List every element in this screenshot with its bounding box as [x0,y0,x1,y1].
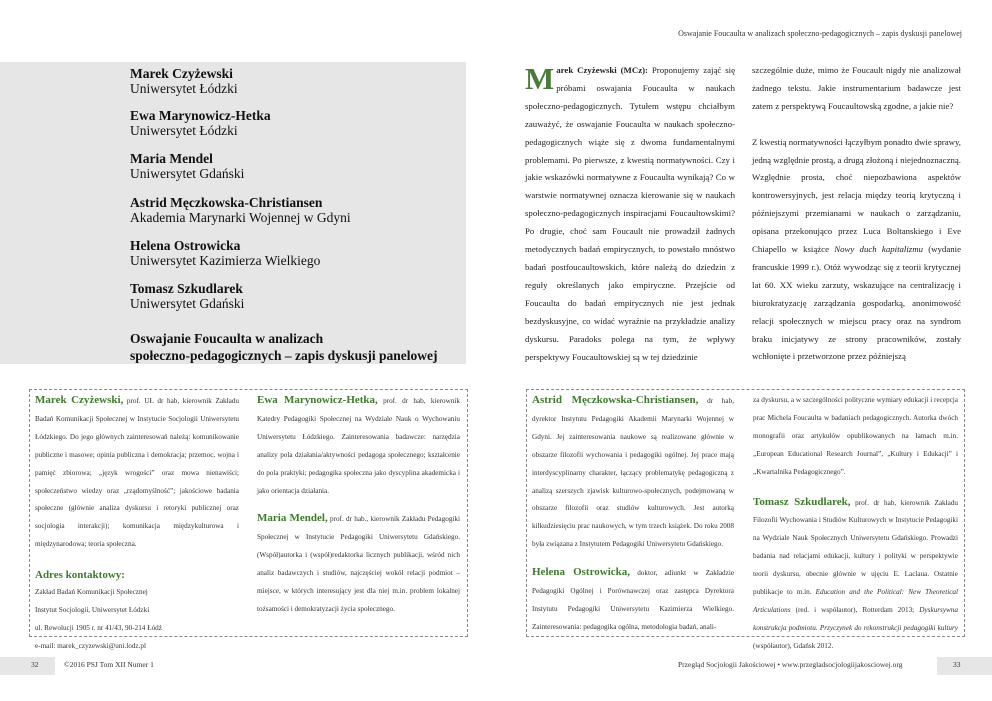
body-column-2 [752,62,961,366]
author-affiliation: Uniwersytet Łódzki [130,123,238,138]
author-affiliation: Uniwersytet Gdański [130,166,245,181]
page-number-right: 33 [953,660,961,669]
bio-name: Maria Mendel, [257,512,328,525]
authors-box [0,62,466,364]
bio-box-right [526,389,965,650]
author-affiliation: Akademia Marynarki Wojennej w Gdyni [130,210,351,225]
page-number-left: 32 [31,660,39,669]
bio-helena [532,564,734,637]
contact-line: ul. Rewolucji 1905 r. nr 41/43, 90-214 Łódź [35,623,162,632]
bio-text: za dyskursu, a w szczególności polityczne wymiary edukacji i recepcja prac Michela Foucaulta w badaniach pedagogicznych. Autorka dwóch monografii oraz artykułów opublikowanych na łamach m.in. „European Educational Research Journal”, „Kultury i Edukacji” i „Kwartalnika Pedagogicznego”. [753,396,958,476]
bio-name: Marek Czyżewski, [35,394,124,406]
contact-line: Zakład Badań Komunikacji Społecznej [35,588,148,597]
body-text: Proponujemy zająć się próbami oswajania Foucaulta w naukach społeczno-pedagogicznych. Tytułem wstępu chciałbym zauważyć, że oswajanie Foucaulta w naukach społeczno-pedagogicznych wiąże się z dwoma fundamentalnymi problemami. Po pierwsze, z kwestią normatywności. Czy i jakie wskazówki normatywne z Foucaulta wynikają? Co w warstwie normatywnej oznacza kierowanie się w naukach społeczno-pedagogicznych inspiracjami Foucaultowskimi? Po drugie, choć sam Foucault nie prowadził żadnych metodycznych badań empirycznych, to powstało mnóstwo badań postfoucaultowskich, które należą do dziedzin z reguły określanych jako empiryczne. Przejście od Foucaulta do badań empirycznych nie jest jednak bezdyskusyjne, co widać wyraźnie na przykładzie analizy dyskursu. Paradoks polega na tym, że wpływy perspektywy Foucaultowskiej są w tej dziedzinie [525,65,735,362]
contact-heading: Adres kontaktowy: [35,569,125,582]
bio-text: dr hab, dyrektor Instytutu Pedagogiki Akademii Marynarki Wojennej w Gdyni. Jej zainteresowania naukowe są realizowane głównie w obszarze filozofii wychowania i pedagogiki ogólnej. Jej prace mają interdyscyplinarny charakter, łączący problematykę pedagogiczną z analizą szerszych zjawisk kulturowo-społecznych, podejmowaną w obszarze filozofii oraz studiów kulturowych. Jest autorką kilkudziesięciu prac naukowych, w tym trzech książek. Do roku 2008 była związana z Instytutem Pedagogiki Uniwersytetu Gdańskiego. [532,397,734,549]
author-name: Helena Ostrowicka [130,238,241,253]
author-name: Astrid Męczkowska-Christiansen [130,195,323,210]
bio-astrid [532,392,734,637]
bio-hetka [257,392,460,619]
page-number-box-left [0,657,55,675]
page-number-box-right [937,657,992,675]
footer-journal-site[interactable]: Przegląd Socjologii Jakościowej • www.przegladsocjologiijakosciowej.org [678,660,903,669]
footer-journal-issue: ©2016 PSJ Tom XII Numer 1 [64,660,154,669]
bio-box-left [29,389,468,650]
bio-tomasz: Tomasz Szkudlarek, prof. dr hab, kierownik Zakładu Filozofii Wychowania i Studiów Kulturowych w Instytucie Pedagogiki na Wydziale Nauk Społecznych Uniwersytetu Gdańskiego. Prowadzi badania nad relacjami edukacji, kultury i polityki w perspektywie teorii dyskursu, obecnie głównie w ujęciu E. Laclaua. Ostatnie publikacje to m.in. Education and the Political: New Theoretical Articulations (red. i współautor), Rotterdam 2013; Dyskursywna konstrukcja podmiotu. Przyczynek do rekonstrukcji pedagogiki kultury (współautor), Gdańsk 2012. [753,495,958,650]
bio-text: doktor, adiunkt w Zakładzie Pedagogiki Ogólnej i Porównawczej oraz zastępca Dyrektora Instytutu Pedagogiki Uniwersytetu Kazimierza Wielkiego. Zainteresowania: pedagogika ogólna, metodologia badań, anali- [532,569,735,631]
author-entry [130,151,244,181]
bio-text: prof. UŁ dr hab, kierownik Zakładu Badań Komunikacji Społecznej w Instytucie Socjologii Uniwersytetu Łódzkiego. Do jego głównych zainteresowań należą: komunikowanie publiczne i masowe; opinia publiczna i demokracja; przemoc, wojna i pamięć zbiorowa; „język wrogości” oraz mowa nienawiści; społeczeństwo wiedzy oraz „rządomyślność”; jakościowe badania społeczne (głównie analiza dyskursu i retoryki publicznej oraz socjologia interakcji); komunikacja międzykulturowa i międzynarodowa; teoria społeczna. [35,397,239,549]
author-entry [130,108,271,138]
bio-mendel [257,510,460,618]
author-name: Tomasz Szkudlarek [130,281,243,296]
author-entry [130,281,244,311]
book-title: Nowy duch kapitalizmu [834,244,923,255]
dropcap: M [525,61,555,96]
bio-right-column [753,392,958,656]
author-name: Maria Mendel [130,151,213,166]
running-head: Oswajanie Foucaulta w analizach społeczno-pedagogicznych – zapis dyskusji panelowej [678,29,962,38]
bio-text: prof. dr hab, kierownik Katedry Pedagogiki Społecznej na Wydziale Nauk o Wychowaniu Uniwersytetu Łódzkiego. Zainteresowania badawcze: narzędzia analizy pola działania/aktywności pedagoga społecznego; kształcenie do pola praktyki; pedagogika społeczna jako dyscyplina akademicka i jako orientacja działania. [257,397,460,495]
author-entry [130,195,351,225]
article-title [130,330,438,364]
book-title: Dyskursywna konstrukcja podmiotu. Przyczynek do rekonstrukcji pedagogiki kultury [753,605,958,632]
article-title-line: Oswajanie Foucaulta w analizach [130,331,324,346]
body-column-1 [525,62,735,366]
contact-line: Instytut Socjologii, Uniwersytet Łódzki [35,606,150,615]
author-name: Marek Czyżewski [130,66,233,81]
author-entry [130,238,320,268]
contact-email[interactable]: e-mail: marek_czyzewski@uni.lodz.pl [35,641,146,650]
body-paragraph: Z kwestią normatywności łączyłbym ponadto dwie sprawy, jedną względnie prostą, a drugą złożoną i niejednoznaczną. Względnie prosta, choć niepozbawiona aspektów kontrowersyjnych, jest relacja między teorią krytyczną i późniejszymi przemianami w naukach o zarządzaniu, opisana przekonująco przez Luca Boltanskiego i Eve Chiapello w książce Nowy duch kapitalizmu (wydanie francuskie 1999 r.). Otóż wywodząc się z teorii krytycznej lat 60. XX wieku zarzuty, wskazujące na centralizację i biurokratyzację zarządzania gospodarką, anonimowość relacji społecznych w miejscu pracy oraz na syndrom braku inicjatywy ze strony pracowników, zostały wchłonięte i przetworzone przez późniejszą [752,136,961,362]
bio-name: Astrid Męczkowska-Christiansen, [532,394,699,406]
book-title: Education and the Political: New Theoretical Articulations [753,588,958,614]
author-affiliation: Uniwersytet Kazimierza Wielkiego [130,253,321,268]
author-affiliation: Uniwersytet Łódzki [130,81,238,96]
bio-name: Tomasz Szkudlarek, [753,495,851,508]
bio-czyzewski [35,392,239,656]
bio-name: Ewa Marynowicz-Hetka, [257,394,378,406]
author-affiliation: Uniwersytet Gdański [130,296,245,311]
body-paragraph: szczególnie duże, mimo że Foucault nigdy nie analizował żadnego tekstu. Jakie instrumentarium badawcze jest zatem z perspektywą Foucaultowską zgodne, a jakie nie? [752,65,961,111]
speaker-lead: arek Czyżewski (MCz): [556,65,648,75]
author-entry [130,66,238,96]
bio-name: Helena Ostrowicka, [532,566,631,579]
bio-text: prof. dr hab., kierownik Zakładu Pedagogiki Społecznej w Instytucie Pedagogiki Uniwersytetu Gdańskiego. (Współ)autorka i (współ)redaktorka licznych publikacji, wśród nich analiz badawczych i studiów, najczęściej wokół relacji podmiot –miejsce, w których interesujący jest dla niej m.in. problem lokalnej tożsamości i demokratyzacji życia społecznego. [257,515,460,613]
article-title-line: społeczno-pedagogicznych – zapis dyskusji panelowej [130,348,438,363]
author-name: Ewa Marynowicz-Hetka [130,108,271,123]
